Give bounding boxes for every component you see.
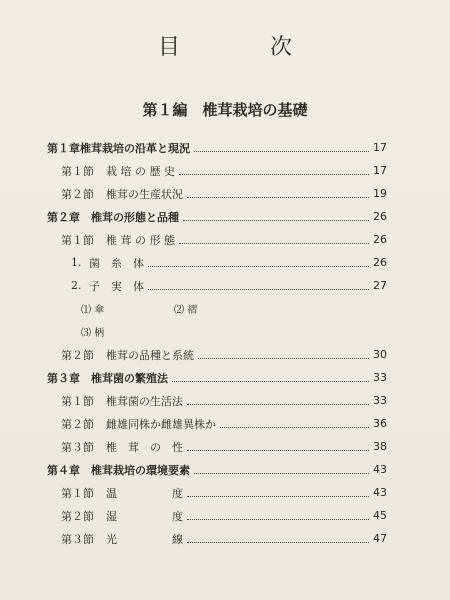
page-number: 17: [373, 164, 387, 177]
page-number: 43: [373, 486, 387, 499]
subsection-title: 菌 糸 体: [89, 256, 144, 270]
section-number: 第３節: [61, 532, 94, 546]
page-number: 47: [373, 532, 387, 545]
section-number: 第１節: [61, 394, 94, 408]
dot-leader: [172, 380, 369, 382]
dot-leader: [187, 541, 369, 543]
page-number: 26: [373, 210, 387, 223]
toc-subsection: [47, 251, 387, 274]
dot-leader: [187, 449, 369, 451]
toc-section: [47, 412, 387, 435]
toc-item: ⑴ 傘: [81, 305, 105, 316]
dot-leader: [148, 288, 369, 290]
section-title: 湿 度: [106, 509, 183, 523]
page-number: 30: [373, 348, 387, 361]
section-title: 温 度: [106, 486, 183, 500]
dot-leader: [187, 403, 369, 405]
dot-leader: [187, 518, 369, 520]
page-title: 目 次: [157, 35, 326, 60]
page-number: 45: [373, 509, 387, 522]
page-number: 17: [373, 141, 387, 154]
toc-section: [47, 159, 387, 182]
section-title: 椎 茸 の 性: [106, 440, 183, 454]
subsection-number: 1.: [71, 256, 82, 269]
page-number: 26: [373, 256, 387, 269]
dot-leader: [187, 196, 369, 198]
dot-leader: [148, 265, 369, 267]
toc-section: [47, 389, 387, 412]
chapter-title: 第１章椎茸栽培の沿革と現況: [47, 141, 190, 155]
toc-item-row: [47, 320, 387, 343]
section-number: 第１節: [61, 486, 94, 500]
toc-section: [47, 435, 387, 458]
dot-leader: [194, 472, 369, 474]
section-title: 雌雄同株か雌雄異株か: [106, 417, 216, 431]
toc-subsection: [47, 274, 387, 297]
chapter-title: 第２章 椎茸の形態と品種: [47, 210, 179, 224]
section-number: 第３節: [61, 440, 94, 454]
subsection-number: 2.: [71, 279, 82, 292]
chapter-title: 第３章 椎茸菌の繁殖法: [47, 371, 168, 385]
section-title: 椎 茸 の 形 態: [106, 233, 175, 247]
toc-section: [47, 481, 387, 504]
section-title: 椎茸の品種と系統: [106, 348, 194, 362]
dot-leader: [179, 242, 369, 244]
toc-section: [47, 343, 387, 366]
page-number: 26: [373, 233, 387, 246]
dot-leader: [187, 495, 369, 497]
toc-item-row: [47, 297, 387, 320]
table-of-contents: [47, 136, 387, 550]
toc-item: ⑶ 柄: [81, 328, 105, 339]
page-number: 38: [373, 440, 387, 453]
toc-chapter-1: [47, 136, 387, 159]
section-number: 第１節: [61, 233, 94, 247]
page-number: 33: [373, 394, 387, 407]
section-number: 第２節: [61, 509, 94, 523]
toc-section: [47, 182, 387, 205]
page-number: 43: [373, 463, 387, 476]
chapter-title: 第４章 椎茸栽培の環境要素: [47, 463, 190, 477]
subsection-title: 子 実 体: [89, 279, 144, 293]
toc-chapter-2: [47, 205, 387, 228]
dot-leader: [194, 150, 369, 152]
toc-chapter-3: [47, 366, 387, 389]
toc-section: [47, 228, 387, 251]
section-title: 栽 培 の 歴 史: [106, 164, 175, 178]
toc-chapter-4: [47, 458, 387, 481]
section-number: 第２節: [61, 348, 94, 362]
dot-leader: [198, 357, 369, 359]
page-number: 19: [373, 187, 387, 200]
page-number: 27: [373, 279, 387, 292]
toc-section: [47, 504, 387, 527]
page-number: 36: [373, 417, 387, 430]
dot-leader: [179, 173, 369, 175]
section-title: 椎茸の生産状況: [106, 187, 183, 201]
section-number: 第１節: [61, 164, 94, 178]
dot-leader: [183, 219, 369, 221]
section-title: 椎茸菌の生活法: [106, 394, 183, 408]
section-title: 光 線: [106, 532, 183, 546]
page-number: 33: [373, 371, 387, 384]
dot-leader: [220, 426, 369, 428]
section-number: 第２節: [61, 187, 94, 201]
part-title: 第１編 椎茸栽培の基礎: [142, 101, 308, 119]
toc-section: [47, 527, 387, 550]
toc-item: ⑵ 褶: [174, 305, 198, 316]
section-number: 第２節: [61, 417, 94, 431]
